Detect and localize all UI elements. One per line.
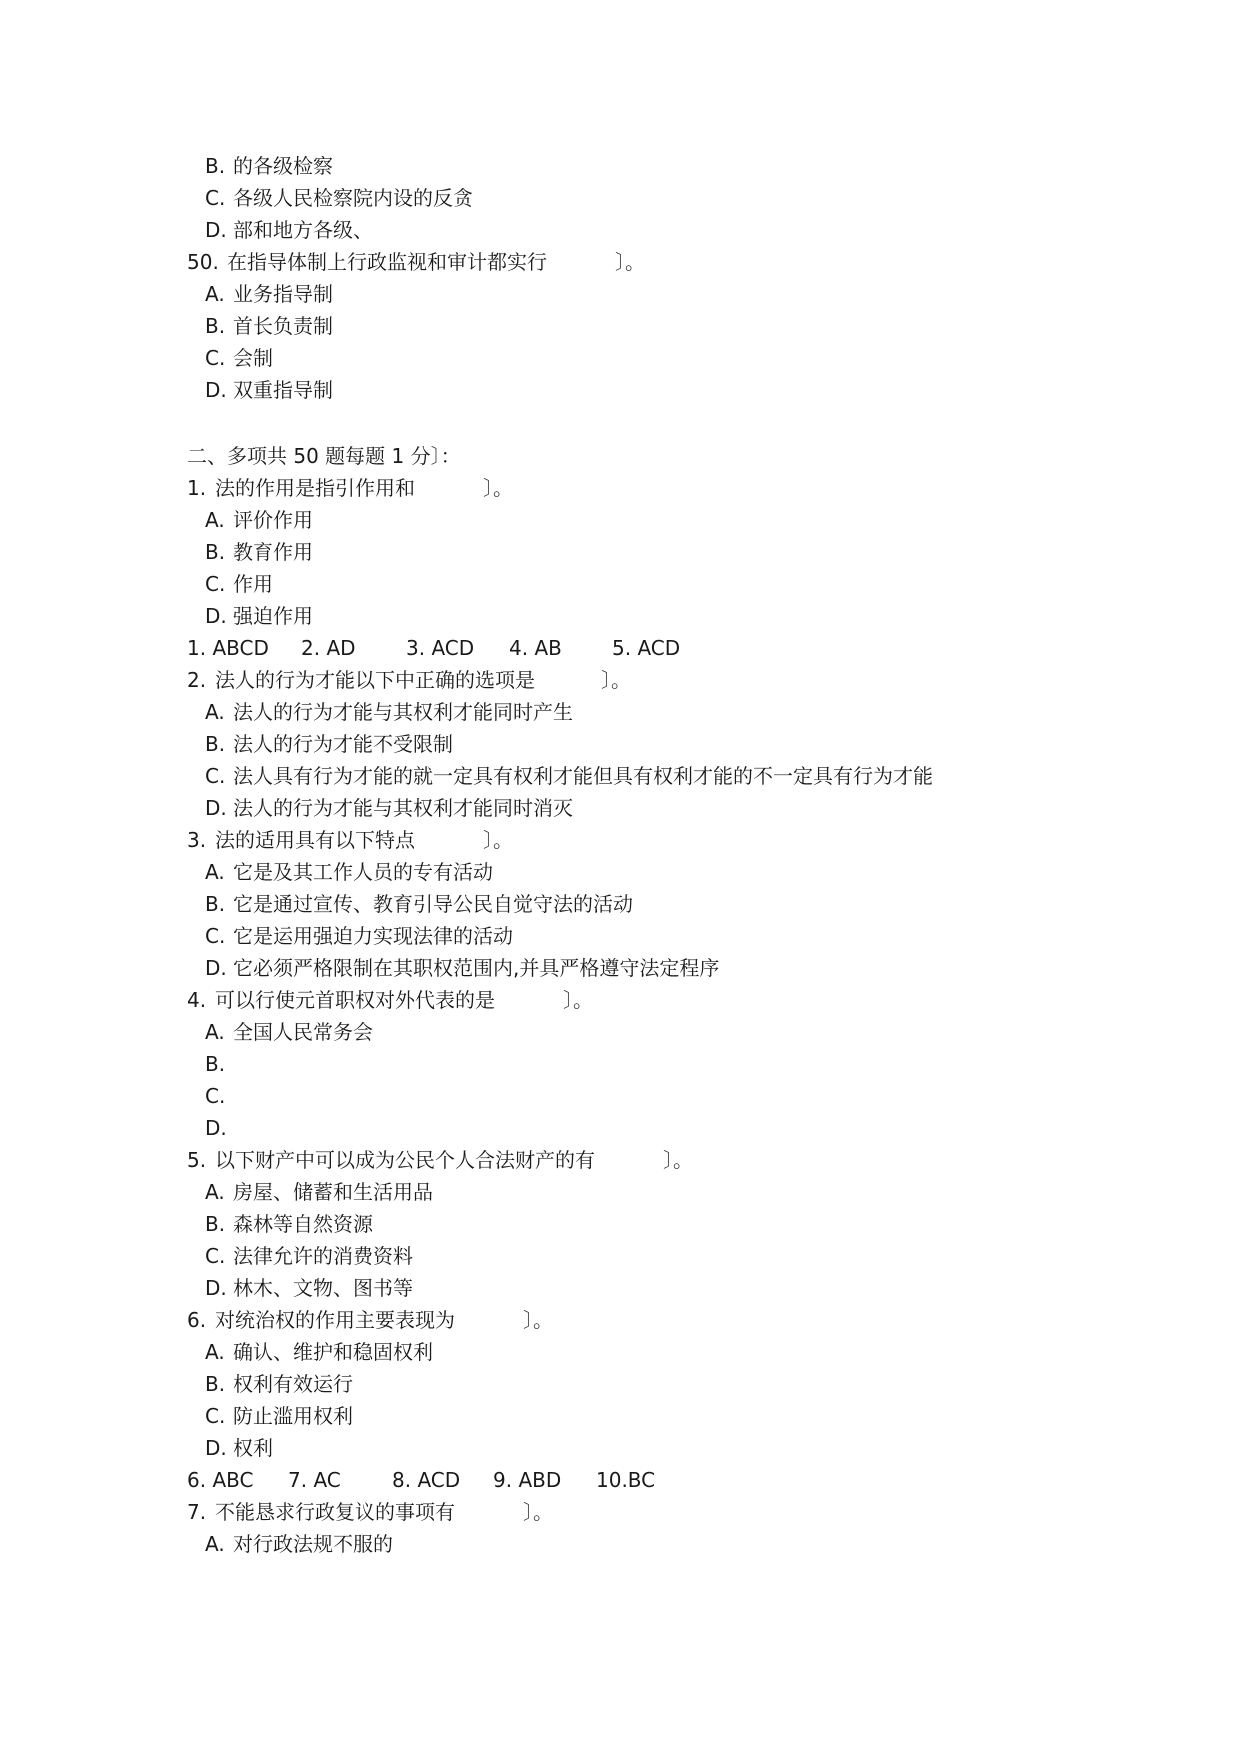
option-label: C.: [205, 1244, 226, 1268]
option-text: 对行政法规不服的: [233, 1532, 393, 1556]
question-stem: 法的适用具有以下特点: [215, 828, 415, 852]
option-text: 它必须严格限制在其职权范围内,并具严格遵守法定程序: [233, 956, 720, 980]
option-label: D.: [205, 604, 227, 628]
question-m5: [187, 1145, 693, 1175]
option-text: 法律允许的消费资料: [233, 1244, 413, 1268]
question-stem: 不能恳求行政复议的事项有: [215, 1500, 455, 1524]
question-number: 3.: [187, 828, 207, 852]
option-text: 防止滥用权利: [233, 1404, 353, 1428]
m3-option-d: [205, 953, 719, 983]
option-text: 教育作用: [233, 540, 313, 564]
m5-option-c: [205, 1241, 413, 1271]
option-text: 会制: [233, 346, 273, 370]
m4-option-a: [205, 1017, 373, 1047]
option-text: 作用: [233, 572, 273, 596]
option-label: D.: [205, 1116, 227, 1140]
option-text: 的各级检察: [233, 154, 333, 178]
option-text: 法人的行为才能与其权利才能同时消灭: [233, 796, 573, 820]
option-text: 部和地方各级、: [233, 218, 373, 242]
option-label: A.: [205, 700, 225, 724]
question-close: 〕。: [523, 1500, 553, 1524]
option-label: C.: [205, 1404, 226, 1428]
option-label: B.: [205, 314, 226, 338]
m1-option-d: [205, 601, 313, 631]
answer-key-item: 7. AC: [288, 1468, 341, 1492]
option-text: 全国人民常务会: [233, 1020, 373, 1044]
m1-option-b: [205, 537, 313, 567]
q49-option-c: [205, 183, 473, 213]
section-heading: [187, 441, 461, 471]
option-label: B.: [205, 892, 226, 916]
question-m6: [187, 1305, 553, 1335]
m3-option-a: [205, 857, 493, 887]
option-label: A.: [205, 1532, 225, 1556]
option-label: A.: [205, 508, 225, 532]
m2-option-c: [205, 761, 933, 791]
q49-option-d: [205, 215, 373, 245]
question-m7: [187, 1497, 553, 1527]
m3-option-b: [205, 889, 633, 919]
q50-option-d: [205, 375, 333, 405]
question-stem: 可以行使元首职权对外代表的是: [215, 988, 495, 1012]
option-label: B.: [205, 1372, 226, 1396]
question-stem: 法的作用是指引作用和: [215, 476, 415, 500]
option-text: 法人的行为才能与其权利才能同时产生: [233, 700, 573, 724]
option-label: C.: [205, 572, 226, 596]
question-close: 〕。: [601, 668, 631, 692]
m4-option-c: [205, 1081, 233, 1111]
answer-key-row-2: [187, 1465, 707, 1495]
m2-option-a: [205, 697, 573, 727]
option-text: 森林等自然资源: [233, 1212, 373, 1236]
m6-option-d: [205, 1433, 273, 1463]
q49-option-b: [205, 151, 333, 181]
option-label: A.: [205, 1180, 225, 1204]
option-label: A.: [205, 1020, 225, 1044]
option-label: C.: [205, 186, 226, 210]
question-number: 6.: [187, 1308, 207, 1332]
question-m4: [187, 985, 593, 1015]
option-text: 林木、文物、图书等: [233, 1276, 413, 1300]
option-label: D.: [205, 1436, 227, 1460]
option-label: A.: [205, 1340, 225, 1364]
q50-option-a: [205, 279, 333, 309]
option-text: 它是及其工作人员的专有活动: [233, 860, 493, 884]
option-label: D.: [205, 1276, 227, 1300]
m3-option-c: [205, 921, 513, 951]
option-text: 业务指导制: [233, 282, 333, 306]
q50-option-b: [205, 311, 333, 341]
question-number: 5.: [187, 1148, 207, 1172]
option-label: C.: [205, 924, 226, 948]
question-m3: [187, 825, 513, 855]
option-label: C.: [205, 764, 226, 788]
m1-option-c: [205, 569, 273, 599]
answer-key-item: 1. ABCD: [187, 636, 269, 660]
question-stem: 对统治权的作用主要表现为: [215, 1308, 455, 1332]
option-text: 权利有效运行: [233, 1372, 353, 1396]
question-50: [187, 247, 645, 277]
option-label: B.: [205, 732, 226, 756]
option-text: 权利: [233, 1436, 273, 1460]
option-text: 评价作用: [233, 508, 313, 532]
m5-option-a: [205, 1177, 433, 1207]
option-label: D.: [205, 378, 227, 402]
option-text: 法人具有行为才能的就一定具有权利才能但具有权利才能的不一定具有行为才能: [233, 764, 933, 788]
option-label: B.: [205, 540, 226, 564]
m4-option-b: [205, 1049, 233, 1079]
option-label: D.: [205, 796, 227, 820]
question-stem: 法人的行为才能以下中正确的选项是: [215, 668, 535, 692]
option-label: D.: [205, 956, 227, 980]
option-text: 首长负责制: [233, 314, 333, 338]
option-text: 各级人民检察院内设的反贪: [233, 186, 473, 210]
m1-option-a: [205, 505, 313, 535]
question-close: 〕。: [663, 1148, 693, 1172]
question-close: 〕。: [483, 476, 513, 500]
question-close: 〕。: [563, 988, 593, 1012]
m2-option-b: [205, 729, 453, 759]
answer-key-item: 6. ABC: [187, 1468, 254, 1492]
m6-option-b: [205, 1369, 353, 1399]
question-m2: [187, 665, 631, 695]
option-label: B.: [205, 1052, 226, 1076]
m6-option-c: [205, 1401, 353, 1431]
answer-key-item: 5. ACD: [612, 636, 681, 660]
answer-key-item: 3. ACD: [406, 636, 475, 660]
question-number: 2.: [187, 668, 207, 692]
answer-key-row-1: [187, 633, 707, 663]
question-number: 50.: [187, 250, 219, 274]
answer-key-item: 10.BC: [596, 1468, 656, 1492]
option-text: 强迫作用: [233, 604, 313, 628]
question-close: 〕。: [483, 828, 513, 852]
option-text: 它是通过宣传、教育引导公民自觉守法的活动: [233, 892, 633, 916]
question-m1: [187, 473, 513, 503]
m4-option-d: [205, 1113, 233, 1143]
answer-key-item: 9. ABD: [493, 1468, 562, 1492]
option-label: C.: [205, 346, 226, 370]
q50-option-c: [205, 343, 273, 373]
option-text: 双重指导制: [233, 378, 333, 402]
option-text: 房屋、储蓄和生活用品: [233, 1180, 433, 1204]
option-text: 它是运用强迫力实现法律的活动: [233, 924, 513, 948]
option-label: C.: [205, 1084, 226, 1108]
option-label: B.: [205, 154, 226, 178]
m2-option-d: [205, 793, 573, 823]
question-number: 7.: [187, 1500, 207, 1524]
question-close: 〕。: [615, 250, 645, 274]
section-title: 二、多项共 50 题每题 1 分〕：: [187, 444, 461, 468]
option-label: A.: [205, 860, 225, 884]
answer-key-item: 2. AD: [301, 636, 356, 660]
option-label: D.: [205, 218, 227, 242]
m7-option-a: [205, 1529, 393, 1559]
question-stem: 以下财产中可以成为公民个人合法财产的有: [215, 1148, 595, 1172]
option-text: 法人的行为才能不受限制: [233, 732, 453, 756]
m5-option-b: [205, 1209, 373, 1239]
question-close: 〕。: [523, 1308, 553, 1332]
question-stem: 在指导体制上行政监视和审计都实行: [227, 250, 547, 274]
m5-option-d: [205, 1273, 413, 1303]
option-label: A.: [205, 282, 225, 306]
option-label: B.: [205, 1212, 226, 1236]
answer-key-item: 4. AB: [509, 636, 562, 660]
answer-key-item: 8. ACD: [392, 1468, 461, 1492]
option-text: 确认、维护和稳固权利: [233, 1340, 433, 1364]
m6-option-a: [205, 1337, 433, 1367]
question-number: 1.: [187, 476, 207, 500]
question-number: 4.: [187, 988, 207, 1012]
